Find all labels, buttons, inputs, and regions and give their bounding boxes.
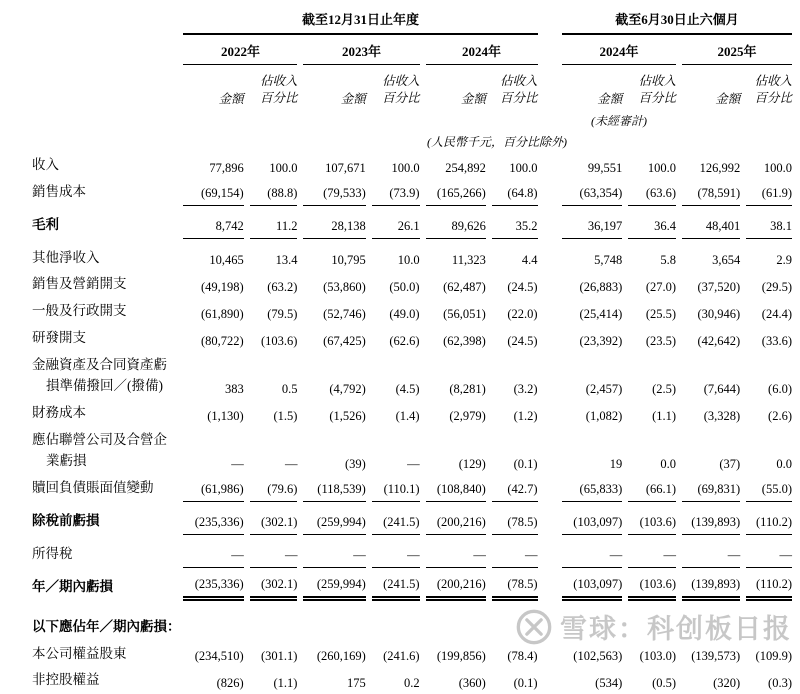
table-cell: 5,748 bbox=[594, 253, 623, 268]
section-label: 以下應佔年／期內虧損： bbox=[32, 618, 181, 634]
table-cell: 100.0 bbox=[509, 160, 538, 175]
table-cell: (139,573) bbox=[691, 649, 741, 664]
table-cell: (24.5) bbox=[507, 280, 538, 295]
table-cell: (42.7) bbox=[492, 475, 538, 502]
table-cell: (24.5) bbox=[507, 334, 538, 349]
amount-column-header: 金額 bbox=[218, 91, 244, 106]
row-label: 銷售及營銷開支 bbox=[32, 276, 127, 292]
column-spacer bbox=[544, 152, 556, 179]
table-cell: (241.6) bbox=[383, 649, 420, 664]
table-cell: 100.0 bbox=[391, 160, 420, 175]
table-row bbox=[32, 179, 792, 206]
column-spacer bbox=[544, 35, 556, 65]
row-label: 非控股權益 bbox=[32, 672, 100, 688]
table-cell: (61,986) bbox=[183, 475, 243, 502]
table-cell: (235,336) bbox=[183, 568, 243, 601]
table-cell: (302.1) bbox=[250, 568, 298, 601]
table-cell: 89,626 bbox=[426, 206, 486, 239]
table-cell: (29.5) bbox=[761, 280, 792, 295]
table-cell: — bbox=[231, 456, 244, 471]
row-label: 金融資產及合同資產虧 損準備撥回／(撥備) bbox=[32, 357, 167, 394]
table-cell: (30,946) bbox=[697, 307, 741, 322]
column-spacer bbox=[544, 667, 556, 694]
table-cell: 0.5 bbox=[281, 382, 298, 397]
table-cell: 3,654 bbox=[712, 253, 741, 268]
table-row bbox=[32, 475, 792, 502]
table-cell: — bbox=[250, 535, 298, 568]
table-cell: (64.8) bbox=[492, 179, 538, 206]
table-cell: (360) bbox=[458, 676, 486, 691]
year-header-row bbox=[32, 35, 792, 65]
table-cell: (37,520) bbox=[697, 280, 741, 295]
table-cell: 19 bbox=[609, 456, 623, 471]
column-spacer bbox=[544, 65, 556, 110]
table-cell: (0.1) bbox=[513, 456, 538, 471]
table-cell: 8,742 bbox=[183, 206, 243, 239]
table-cell: (7,644) bbox=[703, 382, 741, 397]
column-spacer bbox=[544, 568, 556, 601]
table-cell: (49.0) bbox=[389, 307, 420, 322]
xueqiu-watermark bbox=[515, 607, 792, 646]
table-cell: (78.5) bbox=[492, 568, 538, 601]
table-cell: (241.5) bbox=[372, 502, 420, 535]
table-cell: (103.6) bbox=[261, 334, 298, 349]
table-cell: (4.5) bbox=[395, 382, 420, 397]
year-header-2022: 2022年 bbox=[183, 35, 297, 65]
table-cell: (165,266) bbox=[426, 179, 486, 206]
table-row bbox=[32, 568, 792, 601]
table-cell: (234,510) bbox=[194, 649, 244, 664]
table-row bbox=[32, 400, 792, 427]
table-cell: (61.9) bbox=[746, 179, 792, 206]
table-cell: (63.6) bbox=[628, 179, 676, 206]
table-cell: 26.1 bbox=[372, 206, 420, 239]
table-cell: 10,465 bbox=[209, 253, 244, 268]
table-row bbox=[32, 427, 792, 475]
table-cell: (534) bbox=[595, 676, 623, 691]
table-cell: (53,860) bbox=[323, 280, 366, 295]
amount-column-header: 金額 bbox=[460, 91, 486, 106]
row-label: 其他淨收入 bbox=[32, 249, 100, 265]
table-cell: 107,671 bbox=[325, 160, 366, 175]
table-cell: (73.9) bbox=[372, 179, 420, 206]
amount-column-header: 金額 bbox=[715, 91, 741, 106]
table-cell: (3.2) bbox=[513, 382, 538, 397]
table-cell: (24.4) bbox=[761, 307, 792, 322]
table-cell: 175 bbox=[347, 676, 366, 691]
row-label: 年／期內虧損 bbox=[32, 578, 113, 594]
column-spacer bbox=[544, 325, 556, 352]
table-row bbox=[32, 502, 792, 535]
table-cell: (67,425) bbox=[323, 334, 366, 349]
table-cell: (200,216) bbox=[426, 568, 486, 601]
table-cell: — bbox=[183, 535, 243, 568]
table-cell: (80,722) bbox=[200, 334, 244, 349]
table-cell: 0.2 bbox=[403, 676, 420, 691]
table-cell: 100.0 bbox=[647, 160, 677, 175]
table-cell: (2.6) bbox=[768, 408, 792, 423]
column-spacer bbox=[544, 535, 556, 568]
table-cell: (65,833) bbox=[562, 475, 622, 502]
table-cell: (62,487) bbox=[443, 280, 486, 295]
table-row bbox=[32, 271, 792, 298]
table-cell: (3,328) bbox=[703, 408, 741, 423]
table-cell: (103.6) bbox=[628, 502, 676, 535]
table-cell: (63,354) bbox=[562, 179, 622, 206]
table-cell: 99,551 bbox=[587, 160, 623, 175]
table-cell: 10,795 bbox=[331, 253, 366, 268]
table-cell: 48,401 bbox=[682, 206, 740, 239]
header-spacer bbox=[32, 6, 177, 35]
table-cell: (109.9) bbox=[755, 649, 792, 664]
row-label: 財務成本 bbox=[32, 405, 86, 421]
table-cell: (25.5) bbox=[645, 307, 677, 322]
table-cell: (23,392) bbox=[579, 334, 623, 349]
table-cell: (118,539) bbox=[303, 475, 365, 502]
table-cell: (259,994) bbox=[303, 502, 365, 535]
table-cell: (826) bbox=[216, 676, 244, 691]
table-cell: (79.6) bbox=[250, 475, 298, 502]
table-cell: — bbox=[372, 535, 420, 568]
row-label: 本公司權益股東 bbox=[32, 645, 127, 661]
column-spacer bbox=[544, 298, 556, 325]
row-label: 贖回負債賬面值變動 bbox=[32, 479, 154, 495]
row-label: 銷售成本 bbox=[32, 183, 86, 199]
column-spacer bbox=[544, 206, 556, 239]
table-cell: (103,097) bbox=[562, 502, 622, 535]
table-cell: (56,051) bbox=[443, 307, 486, 322]
table-cell: (1,130) bbox=[207, 408, 244, 423]
table-cell: — bbox=[284, 456, 298, 471]
table-cell: — bbox=[746, 535, 792, 568]
table-cell: (69,154) bbox=[183, 179, 243, 206]
table-cell: 100.0 bbox=[763, 160, 792, 175]
table-cell: (1.2) bbox=[513, 408, 538, 423]
table-cell: (103.0) bbox=[639, 649, 677, 664]
table-cell: (259,994) bbox=[303, 568, 365, 601]
table-cell: (8,281) bbox=[449, 382, 486, 397]
table-cell: 11.2 bbox=[250, 206, 298, 239]
table-cell: — bbox=[628, 535, 676, 568]
table-cell: 38.1 bbox=[746, 206, 792, 239]
table-cell: (39) bbox=[344, 456, 366, 471]
column-spacer bbox=[544, 179, 556, 206]
table-cell: (0.5) bbox=[652, 676, 677, 691]
year-header-2023: 2023年 bbox=[303, 35, 419, 65]
table-cell: (55.0) bbox=[746, 475, 792, 502]
table-cell: 126,992 bbox=[699, 160, 741, 175]
table-cell: (235,336) bbox=[183, 502, 243, 535]
column-spacer bbox=[544, 239, 556, 272]
table-row bbox=[32, 152, 792, 179]
table-row bbox=[32, 325, 792, 352]
table-cell: (200,216) bbox=[426, 502, 486, 535]
table-cell: (49,198) bbox=[200, 280, 244, 295]
table-cell: (1.5) bbox=[273, 408, 298, 423]
income-statement-table bbox=[26, 6, 798, 694]
group-header-row bbox=[32, 6, 792, 35]
table-cell: (139,893) bbox=[682, 502, 740, 535]
table-cell: — bbox=[492, 535, 538, 568]
column-spacer bbox=[544, 352, 556, 400]
table-cell: — bbox=[303, 535, 365, 568]
table-cell: (61,890) bbox=[200, 307, 244, 322]
table-cell: (0.3) bbox=[768, 676, 792, 691]
table-cell: (1.4) bbox=[395, 408, 420, 423]
table-header bbox=[32, 6, 792, 152]
table-cell: — bbox=[426, 535, 486, 568]
table-row bbox=[32, 298, 792, 325]
table-cell: (88.8) bbox=[250, 179, 298, 206]
table-cell: (66.1) bbox=[628, 475, 676, 502]
column-spacer bbox=[544, 271, 556, 298]
pct-column-header: 佔收入 百分比 bbox=[259, 74, 298, 105]
table-cell: (50.0) bbox=[389, 280, 420, 295]
table-cell: (25,414) bbox=[579, 307, 623, 322]
xueqiu-logo-icon bbox=[515, 608, 553, 646]
table-cell: 2.9 bbox=[776, 253, 792, 268]
table-row bbox=[32, 206, 792, 239]
table-cell: (1,526) bbox=[329, 408, 366, 423]
column-spacer bbox=[544, 502, 556, 535]
row-label: 應佔聯營公司及合營企 業虧損 bbox=[32, 431, 167, 468]
table-cell: (2.5) bbox=[652, 382, 677, 397]
table-cell: 254,892 bbox=[445, 160, 486, 175]
table-cell: (241.5) bbox=[372, 568, 420, 601]
table-row bbox=[32, 352, 792, 400]
table-cell: (52,746) bbox=[323, 307, 366, 322]
group-header-interim: 截至6月30日止六個月 bbox=[562, 6, 792, 35]
year-header-2024: 2024年 bbox=[426, 35, 538, 65]
table-cell: (23.5) bbox=[645, 334, 677, 349]
table-cell: (63.2) bbox=[267, 280, 298, 295]
table-row bbox=[32, 535, 792, 568]
table-cell: (79,533) bbox=[303, 179, 365, 206]
table-cell: 0.0 bbox=[776, 456, 792, 471]
table-cell: (103.6) bbox=[628, 568, 676, 601]
table-cell: (302.1) bbox=[250, 502, 298, 535]
column-spacer bbox=[544, 475, 556, 502]
table-cell: (79.5) bbox=[267, 307, 298, 322]
year-header-2025-interim: 2025年 bbox=[682, 35, 792, 65]
table-cell: (108,840) bbox=[426, 475, 486, 502]
subheader-row bbox=[32, 65, 792, 110]
table-cell: 4.4 bbox=[521, 253, 538, 268]
table-cell: (199,856) bbox=[436, 649, 486, 664]
row-label: 收入 bbox=[32, 156, 59, 172]
column-spacer bbox=[544, 110, 556, 131]
pct-column-header: 佔收入 百分比 bbox=[638, 74, 677, 105]
table-cell: (62,398) bbox=[443, 334, 486, 349]
table-cell: (26,883) bbox=[579, 280, 623, 295]
table-cell: (1.1) bbox=[273, 676, 298, 691]
row-label: 除稅前虧損 bbox=[32, 512, 100, 528]
table-cell: 10.0 bbox=[397, 253, 420, 268]
table-cell: 28,138 bbox=[303, 206, 365, 239]
watermark-text: 雪球：科创板日报 bbox=[560, 614, 792, 644]
table-cell: (37) bbox=[719, 456, 741, 471]
header-spacer bbox=[32, 131, 366, 152]
table-cell: 77,896 bbox=[209, 160, 244, 175]
table-cell: (4,792) bbox=[329, 382, 366, 397]
table-cell: 100.0 bbox=[269, 160, 298, 175]
table-cell: (102,563) bbox=[573, 649, 623, 664]
table-cell: (139,893) bbox=[682, 568, 740, 601]
table-cell: (78,591) bbox=[682, 179, 740, 206]
group-header-annual: 截至12月31日止年度 bbox=[183, 6, 537, 35]
table-row bbox=[32, 239, 792, 272]
table-cell: (22.0) bbox=[507, 307, 538, 322]
pct-column-header: 佔收入 百分比 bbox=[382, 74, 420, 105]
table-cell: — bbox=[562, 535, 622, 568]
table-cell: (110.2) bbox=[746, 502, 792, 535]
table-cell: (1,082) bbox=[585, 408, 623, 423]
table-cell: (301.1) bbox=[261, 649, 298, 664]
table-cell: (33.6) bbox=[761, 334, 792, 349]
amount-column-header: 金額 bbox=[340, 91, 366, 106]
table-cell: (69,831) bbox=[682, 475, 740, 502]
table-cell: 36.4 bbox=[628, 206, 676, 239]
pct-column-header: 佔收入 百分比 bbox=[500, 74, 538, 105]
header-spacer bbox=[32, 65, 177, 110]
header-spacer bbox=[628, 131, 792, 152]
pct-column-header: 佔收入 百分比 bbox=[754, 74, 792, 105]
table-cell: 0.0 bbox=[660, 456, 677, 471]
unaudited-note: (未經審計) bbox=[591, 113, 648, 128]
table-cell: — bbox=[407, 456, 420, 471]
table-cell: (42,642) bbox=[697, 334, 741, 349]
table-cell: (78.5) bbox=[492, 502, 538, 535]
table-cell: 11,323 bbox=[451, 253, 486, 268]
table-cell: (260,169) bbox=[316, 649, 366, 664]
table-cell: (1.1) bbox=[652, 408, 677, 423]
column-spacer bbox=[544, 6, 556, 35]
amount-column-header: 金額 bbox=[597, 91, 623, 106]
table-row bbox=[32, 667, 792, 694]
table-cell: (129) bbox=[458, 456, 486, 471]
units-note-row bbox=[32, 131, 792, 152]
table-cell: (110.2) bbox=[746, 568, 792, 601]
row-label: 一般及行政開支 bbox=[32, 303, 127, 319]
header-spacer bbox=[32, 35, 177, 65]
row-label: 所得稅 bbox=[32, 545, 73, 561]
table-cell: (110.1) bbox=[372, 475, 420, 502]
table-cell: (2,979) bbox=[449, 408, 486, 423]
table-cell: 13.4 bbox=[275, 253, 298, 268]
table-cell: 5.8 bbox=[660, 253, 677, 268]
table-cell: (2,457) bbox=[585, 382, 623, 397]
unaudited-note-row bbox=[32, 110, 792, 131]
currency-units-note: (人民幣千元，百分比除外) bbox=[427, 134, 568, 149]
table-cell: 36,197 bbox=[562, 206, 622, 239]
table-cell: (0.1) bbox=[513, 676, 538, 691]
column-spacer bbox=[544, 400, 556, 427]
row-label: 毛利 bbox=[32, 216, 59, 232]
header-spacer bbox=[32, 110, 538, 131]
header-spacer bbox=[682, 110, 792, 131]
table-cell: — bbox=[682, 535, 740, 568]
table-cell: 35.2 bbox=[492, 206, 538, 239]
table-cell: (6.0) bbox=[768, 382, 792, 397]
table-cell: (78.4) bbox=[507, 649, 538, 664]
year-header-2024-interim: 2024年 bbox=[562, 35, 676, 65]
table-cell: (62.6) bbox=[389, 334, 420, 349]
table-cell: (103,097) bbox=[562, 568, 622, 601]
table-cell: (320) bbox=[713, 676, 741, 691]
row-label: 研發開支 bbox=[32, 330, 86, 346]
table-cell: 383 bbox=[224, 382, 244, 397]
table-cell: (27.0) bbox=[645, 280, 677, 295]
column-spacer bbox=[544, 427, 556, 475]
